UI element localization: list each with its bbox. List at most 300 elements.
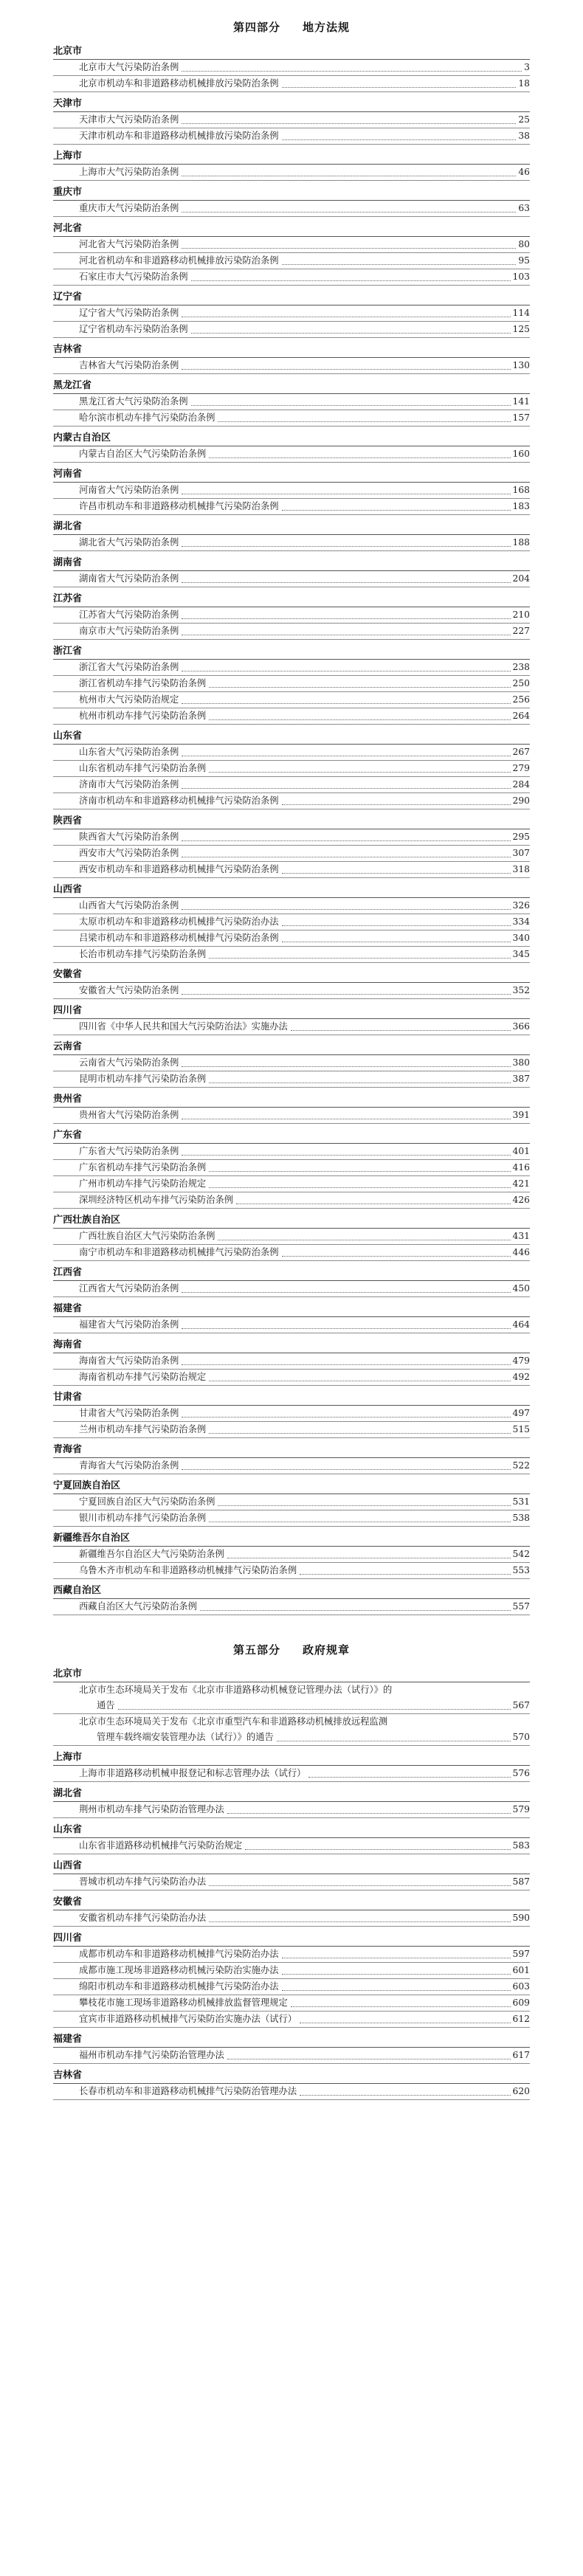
toc-entry[interactable]: [53, 165, 530, 181]
page-number: 450: [512, 1283, 530, 1294]
entry-title: 北京市大气污染防治条例: [79, 62, 179, 72]
dot-leader: [182, 670, 510, 671]
entry-title: 河北省机动车和非道路移动机械排放污染防治条例: [79, 255, 279, 266]
dot-leader: [182, 634, 510, 635]
region-entries: [53, 1682, 530, 1746]
page-number: 46: [518, 167, 530, 177]
region-entries: [53, 1494, 530, 1527]
toc-entry[interactable]: [53, 1838, 530, 1854]
entry-title-line1: 北京市生态环境局关于发布《北京市重型汽车和非道路移动机械排放远程监测: [79, 1716, 388, 1727]
region-heading: 山西省: [53, 1859, 530, 1874]
toc-entry[interactable]: [53, 914, 530, 930]
region-heading: 福建省: [53, 2032, 530, 2048]
page-number: 345: [512, 949, 530, 959]
dot-leader: [245, 1848, 510, 1850]
dot-leader: [182, 840, 510, 841]
region-entries: [53, 201, 530, 217]
entry-title: 成都市机动车和非道路移动机械排气污染防治办法: [79, 1949, 279, 1959]
dot-leader: [209, 1187, 510, 1188]
region-entries: [53, 358, 530, 374]
toc-entry[interactable]: [53, 1766, 530, 1782]
toc-entry[interactable]: [53, 829, 530, 846]
toc-entry[interactable]: [53, 1714, 530, 1746]
dot-leader: [182, 1327, 510, 1329]
region-heading: 北京市: [53, 1667, 530, 1682]
dot-leader: [191, 332, 511, 334]
region-entries: [53, 535, 530, 551]
page-number: 366: [512, 1021, 530, 1032]
toc-entry[interactable]: [53, 1176, 530, 1192]
toc-entry[interactable]: [53, 1494, 530, 1510]
dot-leader: [282, 872, 511, 874]
entry-title: 海南省大气污染防治条例: [79, 1356, 179, 1366]
entry-title: 安徽省机动车排气污染防治办法: [79, 1913, 207, 1923]
entry-title-line2-row: [79, 1730, 530, 1745]
toc-entry[interactable]: [53, 1192, 530, 1209]
region-heading: 内蒙古自治区: [53, 431, 530, 446]
dot-leader: [291, 2006, 511, 2007]
entry-title: 杭州市大气污染防治规定: [79, 694, 179, 705]
toc-entry[interactable]: [53, 1317, 530, 1333]
entry-title: 黑龙江省大气污染防治条例: [79, 396, 188, 407]
region-entries: [53, 1108, 530, 1124]
entry-title: 湖南省大气污染防治条例: [79, 573, 179, 584]
toc-entry[interactable]: [53, 535, 530, 551]
region-heading: 安徽省: [53, 1895, 530, 1910]
page-number: 538: [512, 1513, 530, 1523]
dot-leader: [300, 1573, 510, 1575]
toc-entry[interactable]: [53, 499, 530, 515]
page-number: 387: [512, 1074, 530, 1084]
part-title: [0, 1642, 583, 1658]
toc-entry[interactable]: [53, 745, 530, 761]
region-heading: 四川省: [53, 1004, 530, 1019]
region-heading: 山东省: [53, 1823, 530, 1838]
region-heading: 广东省: [53, 1128, 530, 1144]
dot-leader: [182, 908, 510, 910]
page-number: 210: [512, 610, 530, 620]
region-entries: [53, 1406, 530, 1438]
toc-entry[interactable]: [53, 2012, 530, 2028]
toc-entry[interactable]: [53, 846, 530, 862]
toc-entry[interactable]: [53, 692, 530, 708]
dot-leader: [182, 1291, 510, 1293]
region-entries: [53, 2084, 530, 2100]
toc-entry[interactable]: [53, 1071, 530, 1088]
toc-entry[interactable]: [53, 305, 530, 322]
toc-entry[interactable]: [53, 1144, 530, 1160]
dot-leader: [282, 925, 511, 926]
entry-title: 广西壮族自治区大气污染防治条例: [79, 1231, 215, 1241]
section-spacer: [0, 1620, 583, 1642]
region-entries: [53, 305, 530, 338]
page-number: 103: [512, 272, 530, 282]
region-heading: 新疆维吾尔自治区: [53, 1531, 530, 1547]
dot-leader: [182, 787, 510, 789]
dot-leader: [182, 856, 510, 857]
dot-leader: [218, 1239, 510, 1240]
page-number: 227: [512, 626, 530, 636]
toc-entry[interactable]: [53, 1963, 530, 1979]
page-number: 620: [512, 2086, 530, 2096]
toc-entry[interactable]: [53, 322, 530, 338]
region-entries: [53, 1838, 530, 1854]
toc-entry[interactable]: [53, 708, 530, 725]
dot-leader: [282, 1989, 511, 1991]
dot-leader: [282, 1973, 511, 1975]
entry-title: 南京市大气污染防治条例: [79, 626, 179, 636]
entry-title: 安徽省大气污染防治条例: [79, 985, 179, 995]
region-heading: 河北省: [53, 221, 530, 237]
dot-leader: [182, 581, 510, 583]
region-heading: 云南省: [53, 1040, 530, 1055]
entry-title: 内蒙古自治区大气污染防治条例: [79, 449, 207, 459]
page-number: 583: [512, 1840, 530, 1851]
toc-entry[interactable]: [53, 1682, 530, 1714]
dot-leader: [282, 804, 511, 805]
dot-leader: [209, 719, 510, 720]
entry-title: 江苏省大气污染防治条例: [79, 610, 179, 620]
toc-entry[interactable]: [53, 1979, 530, 1995]
dot-leader: [191, 280, 511, 281]
region-heading: 广西壮族自治区: [53, 1213, 530, 1229]
toc-entry[interactable]: [53, 2084, 530, 2100]
toc-entry[interactable]: [53, 1547, 530, 1563]
page-number: 3: [524, 62, 530, 72]
dot-leader: [182, 1416, 510, 1418]
entry-title: 山西省大气污染防治条例: [79, 900, 179, 911]
entry-title-line2: 管理车载终端安装管理办法（试行）》的通告: [97, 1732, 274, 1742]
page-number: 401: [512, 1146, 530, 1156]
page-number: 567: [512, 1700, 530, 1710]
dot-leader: [182, 1468, 510, 1470]
entry-title: 西藏自治区大气污染防治条例: [79, 1601, 197, 1612]
toc-entry[interactable]: [53, 1281, 530, 1297]
toc-entry[interactable]: [53, 253, 530, 269]
page-number: 431: [512, 1231, 530, 1241]
dot-leader: [191, 404, 511, 406]
toc-entry[interactable]: [53, 983, 530, 999]
dot-leader: [300, 2022, 510, 2023]
toc-entry[interactable]: [53, 1802, 530, 1818]
page-number: 141: [512, 396, 530, 407]
entry-title: 深圳经济特区机动车排气污染防治条例: [79, 1195, 234, 1205]
dot-leader: [282, 263, 517, 265]
region-entries: [53, 483, 530, 515]
toc-entry[interactable]: [53, 358, 530, 374]
entry-title: 太原市机动车和非道路移动机械排气污染防治办法: [79, 916, 279, 927]
page-number: 18: [518, 78, 530, 89]
page-number: 157: [512, 412, 530, 423]
dot-leader: [200, 1609, 511, 1611]
region-heading: 西藏自治区: [53, 1584, 530, 1599]
dot-leader: [236, 1203, 510, 1204]
entry-title: 重庆市大气污染防治条例: [79, 203, 179, 213]
page-number: 542: [512, 1549, 530, 1559]
dot-leader: [209, 1082, 510, 1083]
toc-entry[interactable]: [53, 269, 530, 286]
entry-title: 广州市机动车排气污染防治规定: [79, 1178, 207, 1189]
dot-leader: [282, 1255, 511, 1257]
page-number: 464: [512, 1319, 530, 1330]
region-entries: [53, 1317, 530, 1333]
toc-entry[interactable]: [53, 1458, 530, 1474]
dot-leader: [182, 755, 510, 756]
toc-entry[interactable]: [53, 60, 530, 76]
toc-entry[interactable]: [53, 1510, 530, 1527]
toc-entry[interactable]: [53, 1422, 530, 1438]
page-number: 492: [512, 1372, 530, 1382]
region-entries: [53, 1874, 530, 1890]
page-number: 250: [512, 678, 530, 688]
region-heading: 海南省: [53, 1338, 530, 1353]
entry-title: 贵州省大气污染防治条例: [79, 1110, 179, 1120]
page-number: 334: [512, 916, 530, 927]
toc-entry[interactable]: [53, 237, 530, 253]
page-number: 617: [512, 2050, 530, 2060]
dot-leader: [282, 509, 511, 511]
toc-entry[interactable]: [53, 898, 530, 914]
dot-leader: [182, 316, 510, 317]
entry-title: 浙江省大气污染防治条例: [79, 662, 179, 672]
dot-leader: [209, 1170, 510, 1172]
part-number: 第五部分: [232, 1643, 280, 1657]
page-number: 267: [512, 747, 530, 757]
region-heading: 湖北省: [53, 1786, 530, 1802]
entry-title-line2: 通告: [97, 1700, 115, 1710]
page-number: 416: [512, 1162, 530, 1173]
dot-leader: [227, 1812, 511, 1814]
dot-leader: [182, 1066, 510, 1067]
part-name: 地方法规: [303, 21, 351, 34]
region-heading: 湖南省: [53, 556, 530, 571]
region-entries: [53, 112, 530, 145]
entry-title: 辽宁省机动车污染防治条例: [79, 324, 188, 334]
dot-leader: [209, 1521, 510, 1522]
dot-leader: [308, 1776, 510, 1778]
entry-title: 哈尔滨市机动车排气污染防治条例: [79, 412, 215, 423]
toc-entry[interactable]: [53, 1406, 530, 1422]
entry-title: 福建省大气污染防治条例: [79, 1319, 179, 1330]
dot-leader: [182, 493, 510, 494]
dot-leader: [209, 957, 510, 959]
entry-title: 辽宁省大气污染防治条例: [79, 308, 179, 318]
page-number: 290: [512, 795, 530, 806]
entry-title: 杭州市机动车排气污染防治条例: [79, 711, 207, 721]
region-heading: 黑龙江省: [53, 379, 530, 394]
toc-entry[interactable]: [53, 761, 530, 777]
toc-entry[interactable]: [53, 1947, 530, 1963]
region-heading: 吉林省: [53, 342, 530, 358]
region-entries: [53, 660, 530, 725]
region-heading: 重庆市: [53, 185, 530, 201]
page-number: 38: [518, 131, 530, 141]
toc-entry[interactable]: [53, 1160, 530, 1176]
entry-title: 乌鲁木齐市机动车和非道路移动机械排气污染防治条例: [79, 1565, 297, 1575]
toc-entry[interactable]: [53, 1370, 530, 1386]
toc-entry[interactable]: [53, 410, 530, 427]
dot-leader: [182, 1364, 510, 1365]
toc-entry[interactable]: [53, 1019, 530, 1035]
toc-entry[interactable]: [53, 1995, 530, 2012]
region-heading: 宁夏回族自治区: [53, 1479, 530, 1494]
dot-leader: [182, 211, 516, 213]
page-number: 264: [512, 711, 530, 721]
toc-entry[interactable]: [53, 394, 530, 410]
entry-title: 西安市机动车和非道路移动机械排气污染防治条例: [79, 864, 279, 874]
page-number: 295: [512, 832, 530, 842]
region-entries: [53, 829, 530, 878]
entry-title: 天津市大气污染防治条例: [79, 114, 179, 125]
page-number: 609: [512, 1997, 530, 2008]
region-heading: 福建省: [53, 1302, 530, 1317]
toc-entry[interactable]: [53, 1229, 530, 1245]
region-entries: [53, 1947, 530, 2028]
toc-entry[interactable]: [53, 1055, 530, 1071]
region-entries: [53, 1599, 530, 1615]
region-heading: 青海省: [53, 1443, 530, 1458]
page-number: 95: [518, 255, 530, 266]
page-number: 279: [512, 763, 530, 773]
entry-title: 宜宾市非道路移动机械排气污染防治实施办法（试行）: [79, 2014, 297, 2024]
region-heading: 江西省: [53, 1265, 530, 1281]
entry-title: 济南市机动车和非道路移动机械排气污染防治条例: [79, 795, 279, 806]
region-heading: 上海市: [53, 149, 530, 165]
entry-title: 石家庄市大气污染防治条例: [79, 272, 188, 282]
dot-leader: [182, 247, 516, 249]
toc-entry[interactable]: [53, 676, 530, 692]
page-number: 421: [512, 1178, 530, 1189]
entry-title: 山东省大气污染防治条例: [79, 747, 179, 757]
toc-entry[interactable]: [53, 2048, 530, 2064]
toc-entry[interactable]: [53, 1874, 530, 1890]
toc-entry[interactable]: [53, 128, 530, 145]
page-number: 130: [512, 360, 530, 370]
page-number: 125: [512, 324, 530, 334]
page-number: 204: [512, 573, 530, 584]
page-number: 553: [512, 1565, 530, 1575]
dot-leader: [282, 941, 511, 942]
region-heading: 四川省: [53, 1931, 530, 1947]
entry-title: 新疆维吾尔自治区大气污染防治条例: [79, 1549, 224, 1559]
entry-title-line1: 北京市生态环境局关于发布《北京市非道路移动机械登记管理办法（试行）》的: [79, 1685, 393, 1695]
region-heading: 辽宁省: [53, 290, 530, 305]
region-heading: 北京市: [53, 44, 530, 60]
region-entries: [53, 745, 530, 809]
page-number: 576: [512, 1768, 530, 1778]
part-title: [0, 19, 583, 35]
dot-leader: [182, 175, 516, 176]
part-number: 第四部分: [232, 21, 280, 34]
region-entries: [53, 394, 530, 427]
dot-leader: [182, 545, 510, 547]
region-entries: [53, 1547, 530, 1579]
page-number: 307: [512, 848, 530, 858]
toc-entry[interactable]: [53, 571, 530, 587]
entry-title-line2-row: [79, 1698, 530, 1713]
region-entries: [53, 1281, 530, 1297]
region-heading: 上海市: [53, 1750, 530, 1766]
region-entries: [53, 1353, 530, 1386]
dot-leader: [291, 1029, 511, 1031]
page-number: 188: [512, 537, 530, 548]
page-number: 160: [512, 449, 530, 459]
toc-entry[interactable]: [53, 930, 530, 947]
region-entries: [53, 1802, 530, 1818]
page-number: 497: [512, 1408, 530, 1418]
dot-leader: [182, 1118, 510, 1119]
entry-title: 福州市机动车排气污染防治管理办法: [79, 2050, 224, 2060]
region-heading: 陕西省: [53, 814, 530, 829]
entry-title: 北京市机动车和非道路移动机械排放污染防治条例: [79, 78, 279, 89]
dot-leader: [182, 702, 510, 704]
toc-entry[interactable]: [53, 1108, 530, 1124]
toc-entry[interactable]: [53, 1599, 530, 1615]
region-entries: [53, 898, 530, 963]
region-heading: 吉林省: [53, 2068, 530, 2084]
region-heading: 安徽省: [53, 967, 530, 983]
page-number: 590: [512, 1913, 530, 1923]
entry-title: 许昌市机动车和非道路移动机械排气污染防治条例: [79, 501, 279, 511]
page-number: 446: [512, 1247, 530, 1257]
region-entries: [53, 1144, 530, 1209]
toc-entry[interactable]: [53, 1563, 530, 1579]
toc-entry[interactable]: [53, 1910, 530, 1927]
toc-entry[interactable]: [53, 793, 530, 809]
toc-entry[interactable]: [53, 1353, 530, 1370]
toc-entry[interactable]: [53, 607, 530, 624]
region-heading: 湖北省: [53, 519, 530, 535]
entry-title: 广东省机动车排气污染防治条例: [79, 1162, 207, 1173]
dot-leader: [282, 86, 517, 88]
toc-entry[interactable]: [53, 446, 530, 463]
toc-entry[interactable]: [53, 777, 530, 793]
region-entries: [53, 2048, 530, 2064]
toc-entry[interactable]: [53, 76, 530, 92]
part-name: 政府规章: [303, 1643, 351, 1657]
toc-entry[interactable]: [53, 862, 530, 878]
page-number: 603: [512, 1981, 530, 1992]
entry-title: 南宁市机动车和非道路移动机械排气污染防治条例: [79, 1247, 279, 1257]
page-number: 318: [512, 864, 530, 874]
entry-title: 银川市机动车排气污染防治条例: [79, 1513, 207, 1523]
toc-entry[interactable]: [53, 201, 530, 217]
toc-entry[interactable]: [53, 483, 530, 499]
region-heading: 甘肃省: [53, 1390, 530, 1406]
toc-entry[interactable]: [53, 1245, 530, 1261]
page-number: 557: [512, 1601, 530, 1612]
page-number: 597: [512, 1949, 530, 1959]
entry-title: 海南省机动车排气污染防治规定: [79, 1372, 207, 1382]
page-number: 352: [512, 985, 530, 995]
region-entries: [53, 571, 530, 587]
entry-title: 晋城市机动车排气污染防治办法: [79, 1876, 207, 1887]
toc-entry[interactable]: [53, 947, 530, 963]
region-entries: [53, 1766, 530, 1782]
region-heading: 江苏省: [53, 592, 530, 607]
entry-title: 青海省大气污染防治条例: [79, 1460, 179, 1471]
page-number: 391: [512, 1110, 530, 1120]
dot-leader: [182, 368, 510, 370]
toc-entry[interactable]: [53, 112, 530, 128]
toc-entry[interactable]: [53, 624, 530, 640]
region-entries: [53, 607, 530, 640]
entry-title: 河南省大气污染防治条例: [79, 485, 179, 495]
page-number: 515: [512, 1424, 530, 1434]
toc-entry[interactable]: [53, 660, 530, 676]
entry-title: 攀枝花市施工现场非道路移动机械排放监督管理规定: [79, 1997, 288, 2008]
dot-leader: [182, 1154, 510, 1156]
